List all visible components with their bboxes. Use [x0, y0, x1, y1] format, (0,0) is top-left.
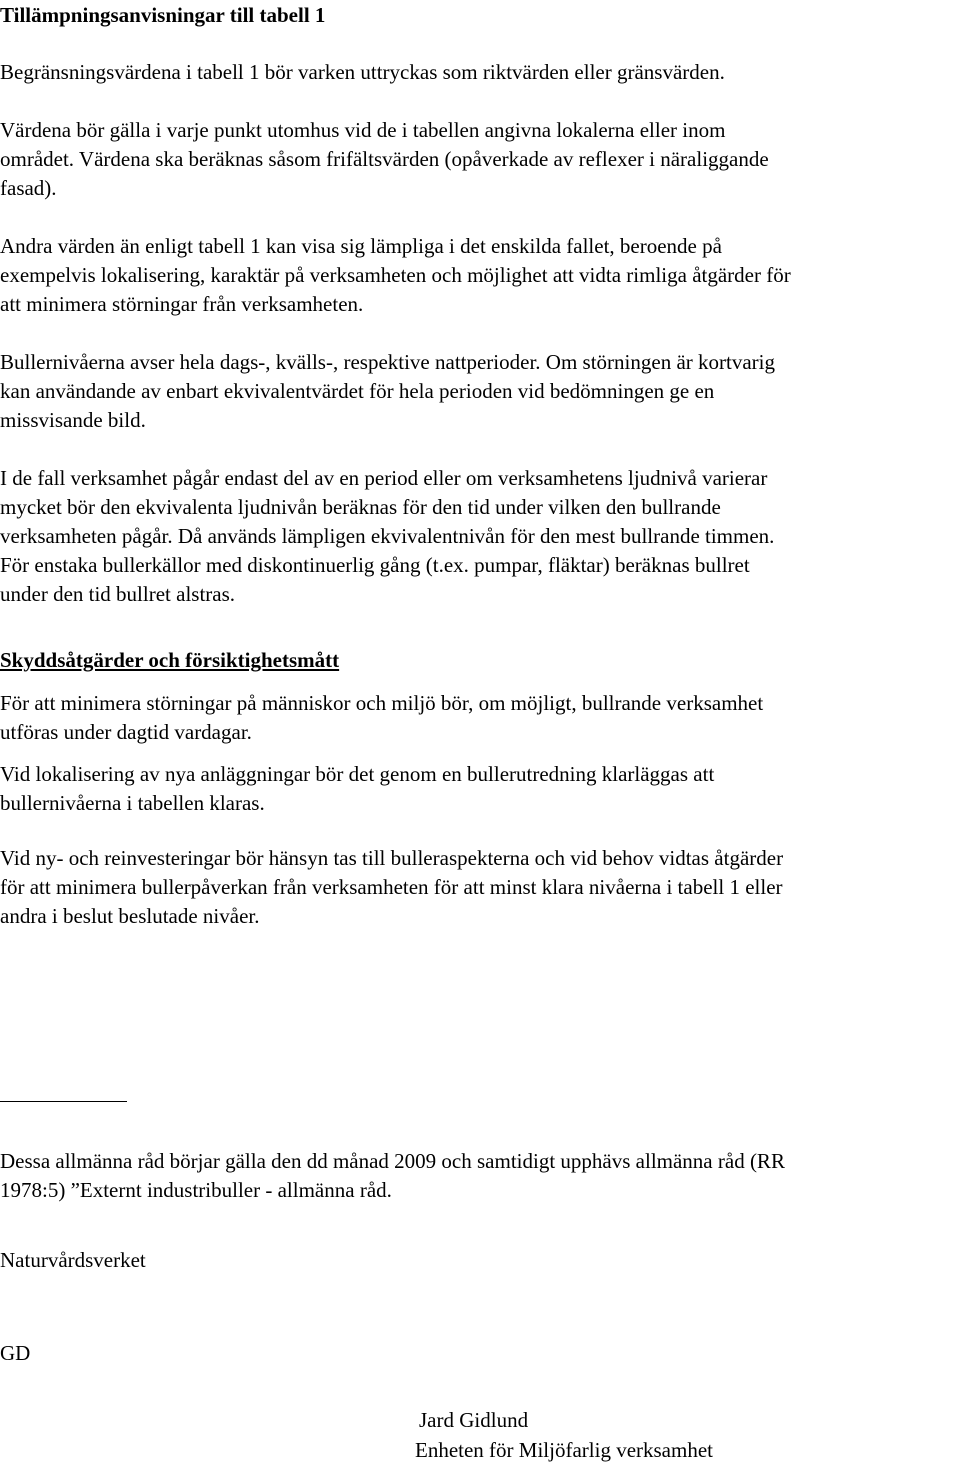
text-line: Vid lokalisering av nya anläggningar bör det genom en bullerutredning klarläggas att [0, 762, 715, 786]
text-line: under den tid bullret alstras. [0, 582, 236, 606]
footnote [0, 1147, 958, 1205]
signer-name: Jard Gidlund [419, 1408, 529, 1432]
text-line: exempelvis lokalisering, karaktär på verksamheten och möjlighet att vidta rimliga åtgärder för [0, 263, 791, 287]
text-line: andra i beslut beslutade nivåer. [0, 904, 260, 928]
text-line: mycket bör den ekvivalenta ljudnivån beräknas för den tid under vilken den bullrande [0, 495, 721, 519]
text-line: för att minimera bullerpåverkan från verksamheten för att minst klara nivåerna i tabell 1 eller [0, 875, 783, 899]
signatory-title: GD [0, 1341, 31, 1365]
text-line: I de fall verksamhet pågår endast del av en period eller om verksamhetens ljudnivå varierar [0, 466, 768, 490]
text-line: utföras under dagtid vardagar. [0, 720, 252, 744]
text-line: Dessa allmänna råd börjar gälla den dd månad 2009 och samtidigt upphävs allmänna råd (RR [0, 1149, 785, 1173]
text-line: Begränsningsvärdena i tabell 1 bör varken uttryckas som riktvärden eller gränsvärden. [0, 60, 725, 84]
paragraph-limit-values [0, 58, 958, 87]
issuer-name: Naturvårdsverket [0, 1248, 146, 1272]
text-line: området. Värdena ska beräknas såsom frifältsvärden (opåverkade av reflexer i näraliggande [0, 147, 769, 171]
text-line: kan användande av enbart ekvivalentvärdet för hela perioden vid bedömningen ge en [0, 379, 715, 403]
text-line: att minimera störningar från verksamheten. [0, 292, 364, 316]
text-line: Vid ny- och reinvesteringar bör hänsyn tas till bulleraspekterna och vid behov vidtas åtgärder [0, 846, 784, 870]
text-line: bullernivåerna i tabellen klaras. [0, 791, 265, 815]
text-line: För enstaka bullerkällor med diskontinuerlig gång (t.ex. pumpar, fläktar) beräknas bullret [0, 553, 750, 577]
text-line: missvisande bild. [0, 408, 146, 432]
paragraph-reinvestments [0, 844, 958, 931]
paragraph-noise-periods [0, 348, 958, 435]
footnote-rule [0, 1101, 127, 1102]
section-heading: Skyddsåtgärder och försiktighetsmått [0, 648, 340, 672]
paragraph-new-facilities [0, 760, 958, 818]
paragraph-other-values [0, 232, 958, 319]
text-line: Värdena bör gälla i varje punkt utomhus vid de i tabellen angivna lokalerna eller inom [0, 118, 726, 142]
text-line: verksamheten pågår. Då används lämpligen ekvivalentnivån för den mest bullrande timmen. [0, 524, 775, 548]
text-line: fasad). [0, 176, 57, 200]
paragraph-measurement-points [0, 116, 958, 203]
text-line: 1978:5) ”Externt industribuller - allmänna råd. [0, 1178, 392, 1202]
signer-unit: Enheten för Miljöfarlig verksamhet [415, 1438, 713, 1462]
text-line: Bullernivåerna avser hela dags-, kvälls-, respektive nattperioder. Om störningen är kortvarig [0, 350, 775, 374]
paragraph-partial-period [0, 464, 958, 609]
text-line: Andra värden än enligt tabell 1 kan visa sig lämpliga i det enskilda fallet, beroende på [0, 234, 722, 258]
paragraph-daytime-work [0, 689, 958, 747]
document-title: Tillämpningsanvisningar till tabell 1 [0, 3, 326, 27]
text-line: För att minimera störningar på människor och miljö bör, om möjligt, bullrande verksamhet [0, 691, 764, 715]
